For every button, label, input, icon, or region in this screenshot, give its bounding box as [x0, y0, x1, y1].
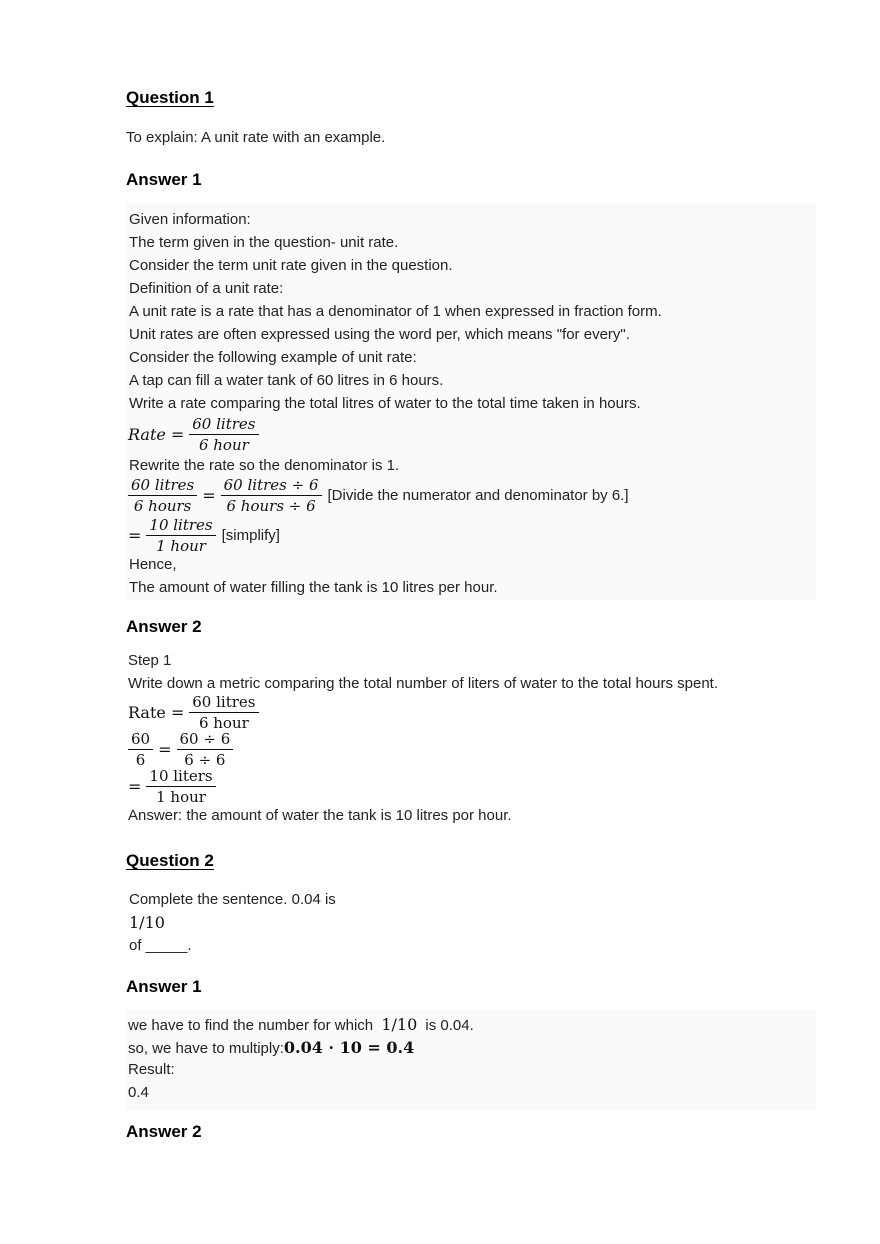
divided-fraction	[221, 475, 322, 516]
equals-sign: =	[170, 425, 185, 444]
fraction-denominator: 6 hours	[133, 497, 192, 515]
question-2-prompt: Complete the sentence. 0.04 is	[129, 891, 336, 908]
rewrite-instruction: Rewrite the rate so the denominator is 1.	[129, 457, 400, 474]
equals-sign: =	[170, 703, 185, 722]
inline-math: 1/10	[381, 1015, 418, 1034]
fraction-numerator: 60 litres	[189, 414, 258, 435]
answer-line	[128, 1038, 414, 1057]
answer-line: Unit rates are often expressed using the word per, which means "for every".	[129, 326, 630, 343]
simplified-fraction	[146, 515, 215, 556]
answer-line: Consider the following example of unit rate:	[129, 349, 417, 366]
question-2-heading: Question 2	[126, 851, 214, 870]
fraction-numerator: 60 litres	[189, 692, 258, 713]
fraction-denominator: 6 hours ÷ 6	[226, 497, 316, 515]
result-label: Result:	[128, 1061, 175, 1078]
fraction-numerator: 60 litres ÷ 6	[221, 475, 322, 496]
equals-sign: =	[202, 486, 216, 505]
rate-equation	[128, 692, 259, 733]
fraction-denominator: 1 hour	[156, 537, 206, 555]
hence-text: Hence,	[129, 556, 177, 573]
answer-line: Definition of a unit rate:	[129, 280, 284, 297]
simplify-step	[128, 515, 280, 556]
answer-1-heading: Answer 1	[126, 977, 202, 996]
answer-line: Given information:	[129, 211, 251, 228]
equals-sign: =	[128, 777, 142, 796]
text-segment: is 0.04.	[425, 1017, 474, 1034]
answer-1-heading: Answer 1	[126, 170, 202, 189]
division-step	[128, 475, 629, 516]
result-fraction	[146, 766, 215, 807]
answer-2-heading: Answer 2	[126, 1122, 202, 1141]
answer-line: A tap can fill a water tank of 60 litres in 6 hours.	[129, 372, 444, 389]
rate-label: Rate	[128, 703, 166, 722]
answer-line: A unit rate is a rate that has a denominator of 1 when expressed in fraction form.	[129, 303, 662, 320]
conclusion-text: The amount of water filling the tank is 10 litres per hour.	[129, 579, 498, 596]
question-1-heading: Question 1	[126, 88, 214, 107]
division-step	[128, 729, 233, 770]
question-2-tail: of _____.	[129, 937, 192, 954]
answer-line	[128, 1015, 474, 1034]
equals-sign: =	[158, 740, 172, 759]
fraction-denominator: 6 ÷ 6	[184, 751, 226, 769]
rate-equation	[128, 414, 259, 455]
divided-fraction	[177, 729, 234, 770]
fraction-numerator: 60 ÷ 6	[177, 729, 234, 750]
step-note: [simplify]	[221, 527, 280, 544]
inline-math: 0.04 · 10 = 0.4	[283, 1038, 415, 1057]
fraction-numerator: 60	[128, 729, 153, 750]
answer-2-heading: Answer 2	[126, 617, 202, 636]
plain-fraction	[128, 729, 153, 770]
step-label: Step 1	[128, 652, 172, 669]
text-segment: we have to find the number for which	[128, 1017, 374, 1034]
fraction-numerator: 60 litres	[128, 475, 197, 496]
result-value: 0.4	[128, 1084, 149, 1101]
rate-label: Rate	[128, 425, 166, 444]
fraction-numerator: 10 litres	[146, 515, 215, 536]
rate-fraction	[128, 475, 197, 516]
fraction-denominator: 6 hour	[198, 436, 249, 454]
answer-text: Answer: the amount of water the tank is 10 litres por hour.	[128, 807, 512, 824]
fraction-denominator: 6 hour	[198, 714, 249, 732]
text-segment: so, we have to multiply:	[128, 1040, 284, 1057]
question-2-fraction: 1/10	[129, 913, 165, 932]
rate-fraction	[189, 414, 258, 455]
answer-line: Write a rate comparing the total litres of water to the total time taken in hours.	[129, 395, 641, 412]
question-1-prompt: To explain: A unit rate with an example.	[126, 129, 386, 146]
step-note: [Divide the numerator and denominator by 6.]	[327, 487, 629, 504]
fraction-denominator: 1 hour	[156, 788, 206, 806]
rate-fraction	[189, 692, 258, 733]
fraction-denominator: 6	[135, 751, 146, 769]
equals-sign: =	[128, 526, 142, 545]
step-intro: Write down a metric comparing the total number of liters of water to the total hours spent.	[128, 675, 719, 692]
result-step	[128, 766, 216, 807]
fraction-numerator: 10 liters	[146, 766, 215, 787]
answer-line: Consider the term unit rate given in the question.	[129, 257, 453, 274]
answer-line: The term given in the question- unit rate.	[129, 234, 399, 251]
